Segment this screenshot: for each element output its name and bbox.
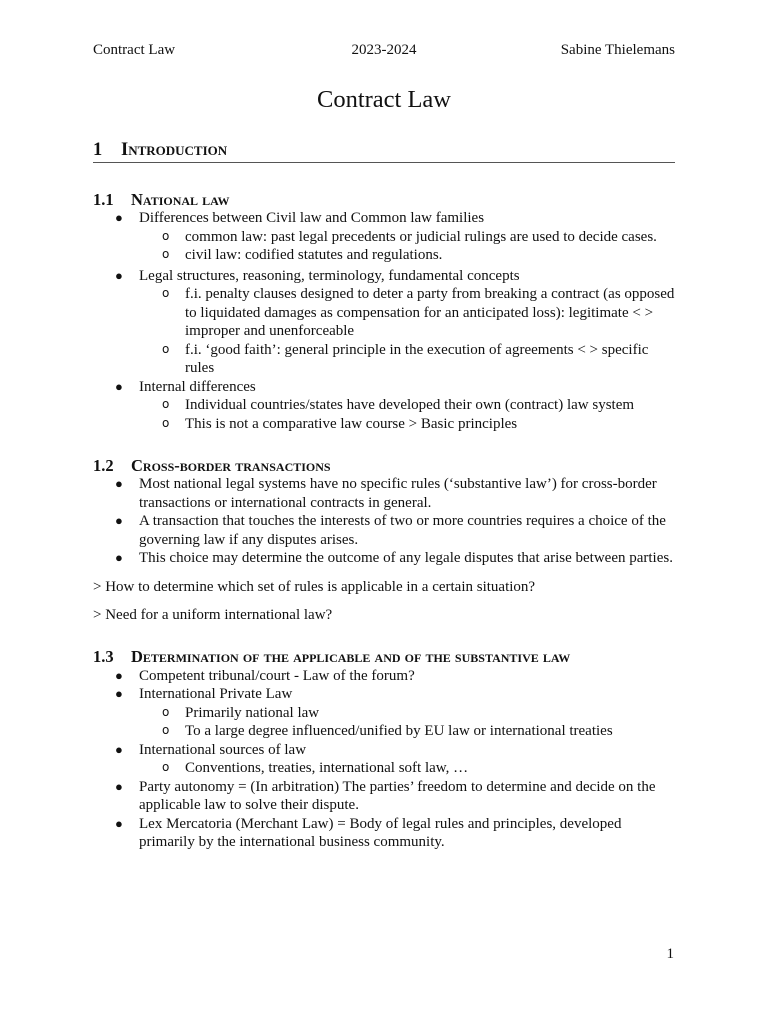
bullet-marker: ● bbox=[115, 550, 123, 565]
subsection-heading-1-2 bbox=[93, 455, 675, 475]
subsection-heading-1-1 bbox=[93, 189, 675, 209]
list-item bbox=[93, 475, 675, 512]
subsection-title: Cross-border transactions bbox=[131, 455, 331, 475]
list-item-text: Party autonomy = (In arbitration) The parties’ freedom to determine and decide on the applicable law to solve their dispute. bbox=[139, 778, 656, 813]
section-title: Introduction bbox=[121, 139, 228, 160]
list-item-text: International Private Law bbox=[139, 686, 293, 702]
bullet-marker: ● bbox=[115, 210, 123, 225]
list-item-text: Internal differences bbox=[139, 378, 256, 395]
circle-marker: o bbox=[162, 397, 170, 411]
document-title: Contract Law bbox=[316, 86, 452, 113]
subsection-heading-1-3 bbox=[93, 647, 675, 667]
list-item bbox=[93, 512, 675, 549]
circle-marker: o bbox=[162, 228, 170, 243]
bullet-marker: ● bbox=[115, 778, 123, 794]
list-item bbox=[93, 549, 675, 568]
header-author: Sabine Thielemans bbox=[560, 42, 675, 58]
list-item bbox=[93, 741, 675, 778]
sub-list-item: o common law: past legal precedents or judicial rulings are used to decide cases. bbox=[162, 228, 657, 245]
bullet-marker: ● bbox=[115, 741, 123, 757]
subsection-number: 1.1 bbox=[93, 189, 114, 209]
list-item-text: International sources of law bbox=[139, 741, 307, 758]
list-item-text: This choice may determine the outcome of any legale disputes that arise between parties. bbox=[139, 550, 673, 566]
sub-list bbox=[139, 396, 675, 433]
paragraph: > Need for a uniform international law? bbox=[93, 607, 333, 623]
sub-list bbox=[139, 228, 675, 265]
sub-list-item: o f.i. penalty clauses designed to deter a party from breaking a contract (as opposed to liquidated damages as compensation for an anticipated loss): legitimate < > improper and unenforceable bbox=[162, 286, 675, 339]
sub-list-item: o This is not a comparative law course > Basic principles bbox=[162, 415, 518, 432]
sub-list-item: o To a large degree influenced/unified by EU law or international treaties bbox=[162, 723, 613, 739]
document-body bbox=[93, 138, 675, 852]
list-item-text: Most national legal systems have no specific rules (‘substantive law’) for cross-border transactions or international contracts in general. bbox=[139, 476, 657, 511]
sub-list-item: o Individual countries/states have developed their own (contract) law system bbox=[162, 397, 635, 413]
bullet-marker: ● bbox=[115, 378, 123, 394]
circle-marker: o bbox=[162, 247, 170, 261]
list-item bbox=[93, 209, 675, 265]
circle-marker: o bbox=[162, 760, 170, 774]
sub-list bbox=[139, 285, 675, 378]
list-item bbox=[93, 667, 675, 686]
subsection-number: 1.3 bbox=[93, 647, 114, 666]
subsection-title: Determination of the applicable and of the substantive law bbox=[131, 647, 571, 666]
list-item-text: Legal structures, reasoning, terminology, fundamental concepts bbox=[139, 267, 520, 284]
list-item-text: A transaction that touches the interests of two or more countries requires a choice of the governing law if any disputes arises. bbox=[139, 513, 666, 548]
list-item bbox=[93, 267, 675, 378]
page-header bbox=[93, 42, 675, 62]
circle-marker: o bbox=[162, 286, 170, 300]
section-heading-1 bbox=[93, 138, 675, 163]
sub-list-item: o Primarily national law bbox=[162, 704, 320, 721]
list-item bbox=[93, 685, 675, 741]
circle-marker: o bbox=[162, 415, 170, 430]
bullet-marker: ● bbox=[115, 686, 123, 701]
bullet-marker: ● bbox=[115, 815, 123, 831]
circle-marker: o bbox=[162, 723, 170, 737]
list-item-text: Differences between Civil law and Common law families bbox=[139, 210, 485, 226]
bullet-marker: ● bbox=[115, 513, 123, 528]
header-year: 2023-2024 bbox=[351, 42, 417, 58]
bullet-marker: ● bbox=[115, 267, 123, 283]
header-course: Contract Law bbox=[93, 42, 176, 58]
bullet-list-1-1 bbox=[93, 209, 675, 433]
section-number: 1 bbox=[93, 139, 103, 160]
list-item bbox=[93, 378, 675, 434]
sub-list bbox=[139, 704, 675, 741]
subsection-number: 1.2 bbox=[93, 455, 114, 475]
list-item-text: Lex Mercatoria (Merchant Law) = Body of legal rules and principles, developed primarily by the international business community. bbox=[139, 815, 622, 850]
sub-list-item: o f.i. ‘good faith’: general principle in the execution of agreements < > specific rules bbox=[162, 341, 649, 376]
bullet-marker: ● bbox=[115, 476, 123, 491]
bullet-list-1-2 bbox=[93, 475, 675, 568]
bullet-list-1-3 bbox=[93, 667, 675, 852]
paragraph: > How to determine which set of rules is applicable in a certain situation? bbox=[93, 578, 536, 595]
sub-list-item: o Conventions, treaties, international soft law, … bbox=[162, 760, 469, 776]
list-item-text: Competent tribunal/court - Law of the forum? bbox=[139, 667, 415, 684]
page-number: 1 bbox=[666, 946, 674, 962]
circle-marker: o bbox=[162, 341, 170, 356]
list-item bbox=[93, 778, 675, 815]
sub-list bbox=[139, 759, 675, 778]
subsection-title: National law bbox=[131, 189, 230, 209]
circle-marker: o bbox=[162, 704, 170, 719]
sub-list-item: o civil law: codified statutes and regulations. bbox=[162, 247, 443, 263]
list-item bbox=[93, 815, 675, 852]
bullet-marker: ● bbox=[115, 667, 123, 683]
